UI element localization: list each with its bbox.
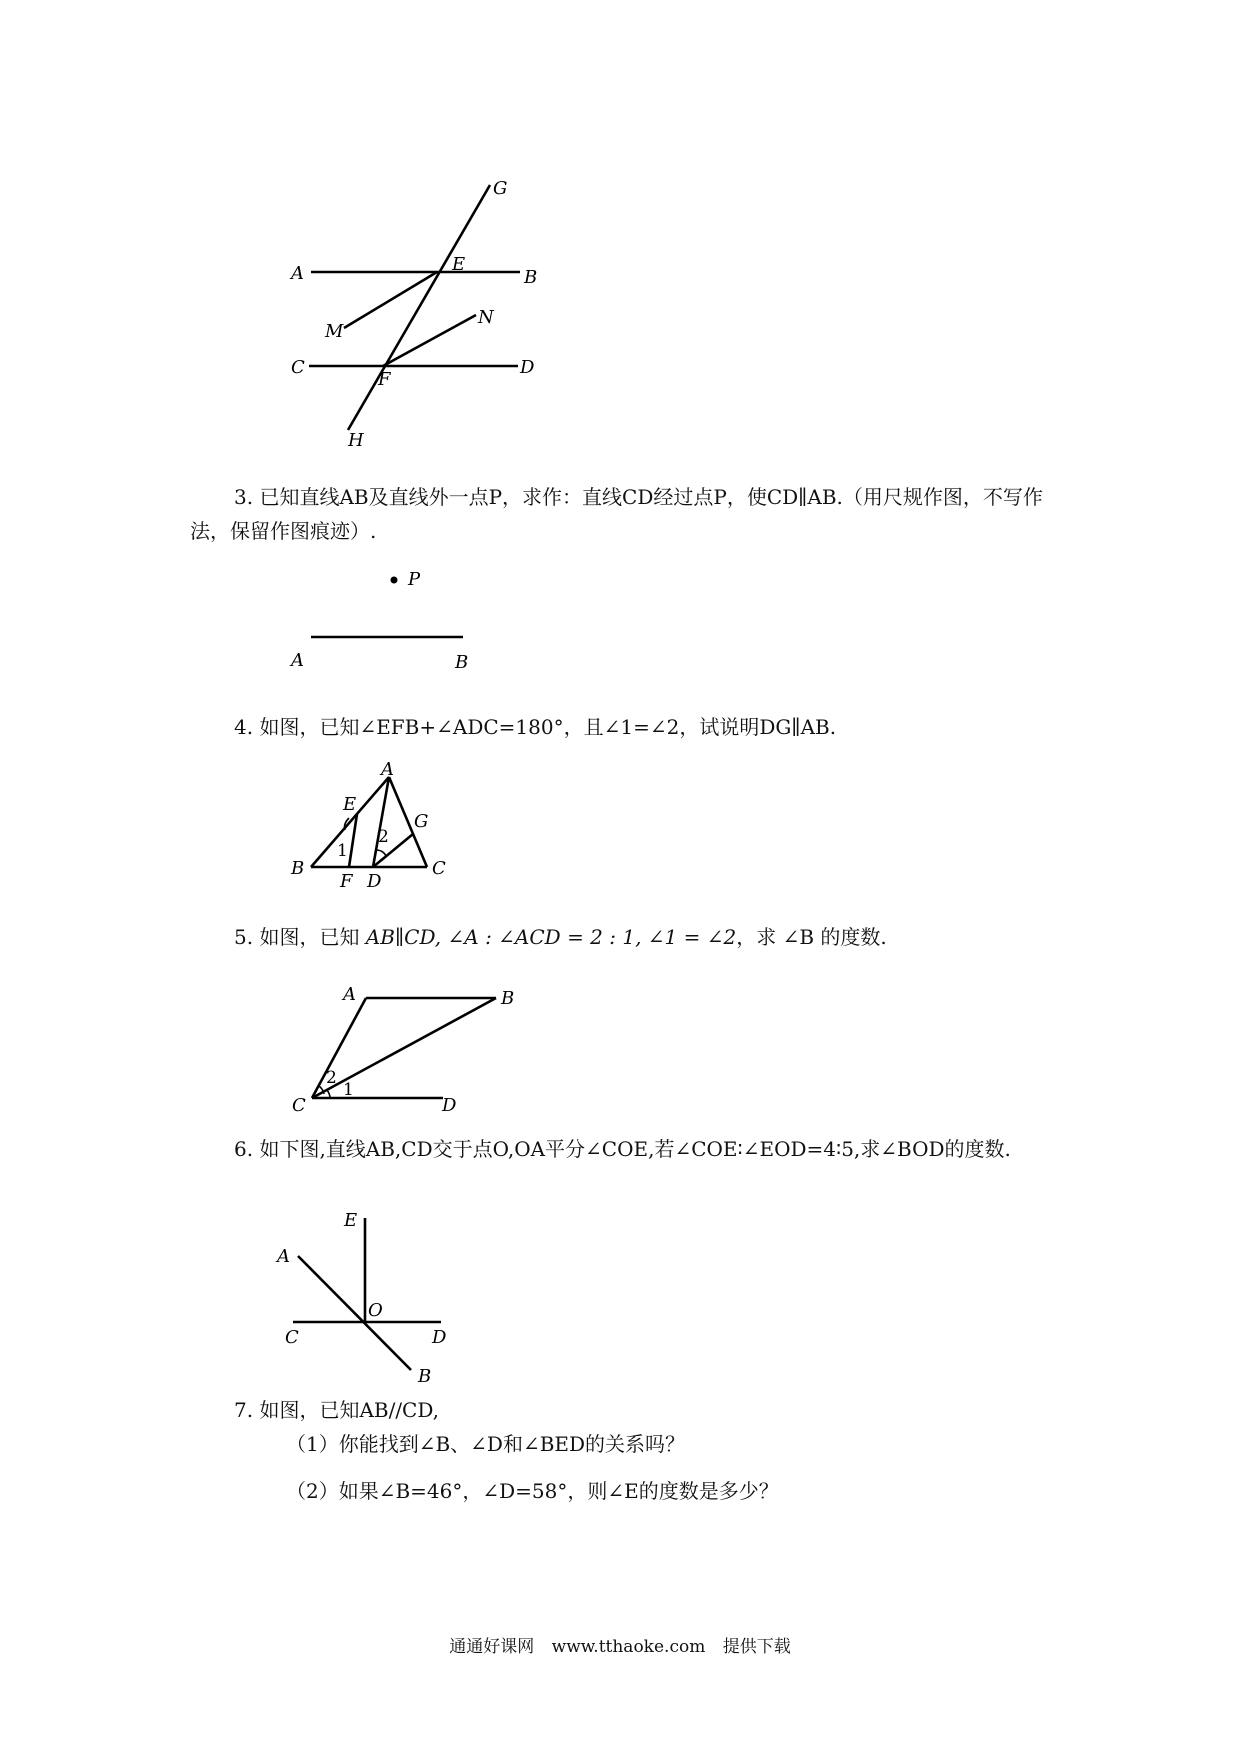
label-e: E bbox=[344, 1210, 358, 1231]
problem-7-question-2: （2）如果∠B=46°，∠D=58°，则∠E的度数是多少？ bbox=[286, 1479, 779, 1503]
label-2: 2 bbox=[378, 827, 389, 847]
label-a: A bbox=[381, 759, 394, 780]
footer-note: 提供下载 bbox=[722, 1637, 791, 1657]
label-p: P bbox=[408, 569, 421, 590]
label-d: D bbox=[367, 871, 382, 892]
problem-5-suffix: ，求 ∠B 的度数. bbox=[736, 925, 887, 949]
page-footer bbox=[0, 1632, 1240, 1657]
label-b: B bbox=[455, 652, 469, 673]
label-a: A bbox=[277, 1246, 290, 1267]
label-b: B bbox=[418, 1366, 432, 1387]
label-e: E bbox=[343, 794, 357, 815]
label-h: H bbox=[348, 430, 364, 451]
label-a: A bbox=[343, 984, 356, 1005]
label-o: O bbox=[368, 1300, 383, 1321]
label-c: C bbox=[292, 1095, 306, 1116]
problem-4-text: 4. 如图，已知∠EFB+∠ADC=180°，且∠1=∠2，试说明DG∥AB. bbox=[234, 715, 837, 739]
problem-5-math: AB∥CD, ∠A : ∠ACD = 2 : 1, ∠1 = ∠2 bbox=[365, 925, 737, 949]
label-g: G bbox=[414, 811, 429, 832]
problem-3-text: 3. 已知直线AB及直线外一点P，求作：直线CD经过点P，使CD∥AB.（用尺规作图，不写作法，保留作图痕迹）. bbox=[190, 485, 1043, 543]
label-2: 2 bbox=[326, 1068, 337, 1088]
problem-7-question-1: （1）你能找到∠B、∠D和∠BED的关系吗？ bbox=[286, 1432, 686, 1456]
line-ab bbox=[298, 1256, 411, 1370]
label-n: N bbox=[478, 307, 494, 328]
footer-url: www.tthaoke.com bbox=[551, 1637, 706, 1657]
label-d: D bbox=[520, 357, 535, 378]
problem-7-text: 7. 如图，已知AB//CD, bbox=[234, 1398, 440, 1422]
label-g: G bbox=[493, 178, 508, 199]
label-1: 1 bbox=[343, 1080, 354, 1100]
label-f: F bbox=[378, 369, 391, 390]
problem-5-prefix: 5. 如图，已知 bbox=[234, 925, 366, 949]
label-1: 1 bbox=[337, 841, 348, 861]
label-b: B bbox=[291, 858, 305, 879]
label-c: C bbox=[432, 858, 446, 879]
problem-6-text: 6. 如下图,直线AB,CD交于点O,OA平分∠COE,若∠COE∶∠EOD=4∶5,求∠BOD的度数. bbox=[234, 1137, 1011, 1161]
label-c: C bbox=[285, 1327, 299, 1348]
footer-site-name: 通通好课网 bbox=[449, 1637, 535, 1657]
label-f: F bbox=[340, 871, 353, 892]
label-d: D bbox=[432, 1327, 447, 1348]
label-b: B bbox=[501, 988, 515, 1009]
label-a: A bbox=[291, 650, 304, 671]
label-c: C bbox=[291, 357, 305, 378]
label-a: A bbox=[291, 263, 304, 284]
label-m: M bbox=[325, 321, 344, 342]
label-d: D bbox=[442, 1095, 457, 1116]
label-e: E bbox=[452, 254, 466, 275]
label-b: B bbox=[524, 267, 538, 288]
